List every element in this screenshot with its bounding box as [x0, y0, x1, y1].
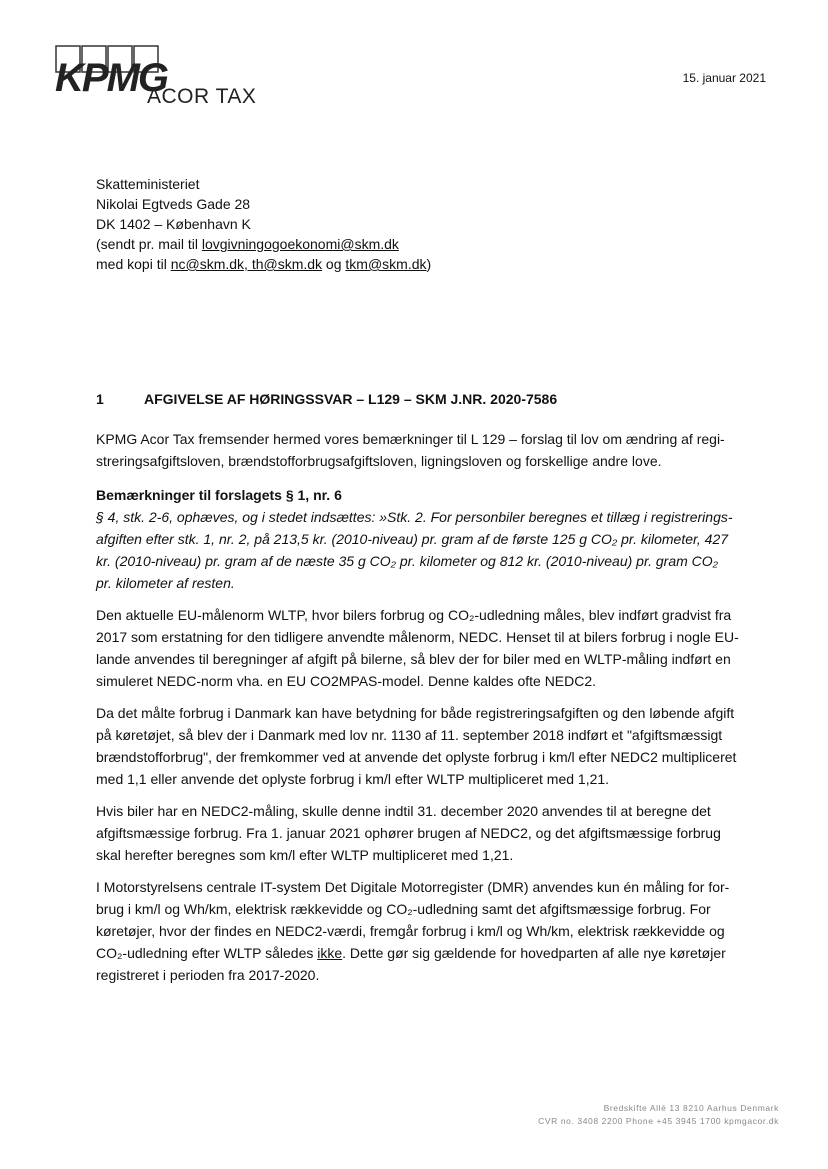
kpmg-acor-tax-logo	[55, 45, 275, 110]
line-text: . Dette gør sig gældende for hovedparten af alle nye køretøjer	[342, 945, 726, 961]
email-link[interactable]: lovgivningogoekonomi@skm.dk	[201, 236, 399, 252]
letter-date: 15. januar 2021	[682, 71, 766, 85]
text-line: streringsafgiftsloven, brændstofforbrugsafgiftsloven, ligningsloven og forskellige andre love.	[96, 453, 662, 469]
line-text: CO₂-udledning efter WLTP således	[96, 945, 318, 961]
text-line: lande anvendes til beregninger af afgift på bilerne, så blev der for biler med en WLTP-måling indført en	[96, 651, 731, 667]
text-line: registreret i perioden fra 2017-2020.	[96, 967, 320, 983]
text-line: Hvis biler har en NEDC2-måling, skulle denne indtil 31. december 2020 anvendes til at beregne det	[96, 803, 711, 819]
letter-footer	[538, 1102, 779, 1128]
address-line	[96, 234, 431, 254]
section-heading	[96, 391, 557, 407]
text-line	[96, 428, 754, 450]
footer-address: Bredskifte Allé 13 8210 Aarhus Denmark	[603, 1103, 779, 1113]
text-line: skal herefter beregnes som km/l efter WLTP multipliceret med 1,21.	[96, 847, 514, 863]
address-line: Skatteministeriet	[96, 176, 200, 192]
text-line: brændstofforbrug", der fremkommer ved at anvende det oplyste forbrug i km/l efter NEDC2 multipliceret	[96, 749, 737, 765]
text-line: med 1,1 eller anvende det oplyste forbrug i km/l efter WLTP multipliceret med 1,21.	[96, 771, 610, 787]
underlined-word: ikke	[317, 945, 343, 961]
email-link[interactable]: nc@skm.dk, th@skm.dk	[170, 256, 323, 272]
text-line	[96, 942, 754, 964]
text-line: Den aktuelle EU-målenorm WLTP, hvor bilers forbrug og CO₂-udledning måles, blev indført gradvist fra	[96, 607, 732, 623]
text-line: køretøjer, hvor der findes en NEDC2-værdi, fremgår forbrug i km/l og Wh/km, elektrisk rækkevidde og	[96, 923, 725, 939]
text-line: brug i km/l og Wh/km, elektrisk rækkevidde og CO₂-udledning samt det afgiftsmæssige forbrug. For	[96, 901, 711, 917]
paragraph-measured-consumption	[96, 702, 754, 790]
intro-paragraph	[96, 428, 754, 472]
text-line: simuleret NEDC-norm vha. en EU CO2MPAS-model. Denne kaldes ofte NEDC2.	[96, 673, 597, 689]
quote-line: afgiften efter stk. 1, nr. 2, på 213,5 kr. (2010-niveau) pr. gram af de første 125 g CO₂ pr. kilometer, 427	[96, 531, 729, 547]
paragraph-wltp	[96, 604, 754, 692]
paragraph-dmr	[96, 876, 754, 986]
text-line: 2017 som erstatning for den tidligere anvendte målenorm, NEDC. Henset til at bilers forbrug i nogle EU-	[96, 629, 739, 645]
address-text: (sendt pr. mail til	[96, 236, 202, 252]
address-text: med kopi til	[96, 256, 171, 272]
quote-line: kr. (2010-niveau) pr. gram af de næste 35 g CO₂ pr. kilometer og 812 kr. (2010-niveau) pr. gram CO₂	[96, 553, 719, 569]
subsection-title: Bemærkninger til forslagets § 1, nr. 6	[96, 487, 342, 503]
quote-line: § 4, stk. 2-6, ophæves, og i stedet indsættes: »Stk. 2. For personbiler beregnes et tillæg i registrerings-	[96, 509, 733, 525]
text-line: på køretøjet, så blev der i Danmark med lov nr. 1130 af 11. september 2018 indført et "afgiftsmæssigt	[96, 727, 723, 743]
quote-line: pr. kilometer af resten.	[96, 575, 235, 591]
remarks-section	[96, 484, 754, 594]
heading-number: 1	[96, 391, 104, 407]
text-line: Da det målte forbrug i Danmark kan have betydning for både registreringsafgiften og den løbende afgift	[96, 705, 735, 721]
address-text: og	[322, 256, 346, 272]
heading-title: AFGIVELSE AF HØRINGSSVAR – L129 – SKM J.NR. 2020-7586	[144, 391, 558, 407]
address-text: )	[426, 256, 432, 272]
kpmg-wordmark: KPMG	[55, 56, 167, 100]
address-line: Nikolai Egtveds Gade 28	[96, 196, 251, 212]
text-line: I Motorstyrelsens centrale IT-system Det Digitale Motorregister (DMR) anvendes kun én måling for for-	[96, 879, 730, 895]
email-link[interactable]: tkm@skm.dk	[345, 256, 427, 272]
acor-tax-wordmark: ACOR TAX	[147, 85, 257, 108]
text-line: afgiftsmæssige forbrug. Fra 1. januar 2021 ophører brugen af NEDC2, og det afgiftsmæssige forbrug	[96, 825, 721, 841]
address-line	[96, 254, 431, 274]
recipient-address	[96, 174, 431, 274]
footer-contact: CVR no. 3408 2200 Phone +45 3945 1700 kpmgacor.dk	[538, 1116, 779, 1126]
line-text: KPMG Acor Tax fremsender hermed vores bemærkninger til L 129 – forslag til lov om ændring af regi-	[96, 431, 725, 447]
paragraph-nedc2	[96, 800, 754, 866]
address-line: DK 1402 – København K	[96, 216, 251, 232]
